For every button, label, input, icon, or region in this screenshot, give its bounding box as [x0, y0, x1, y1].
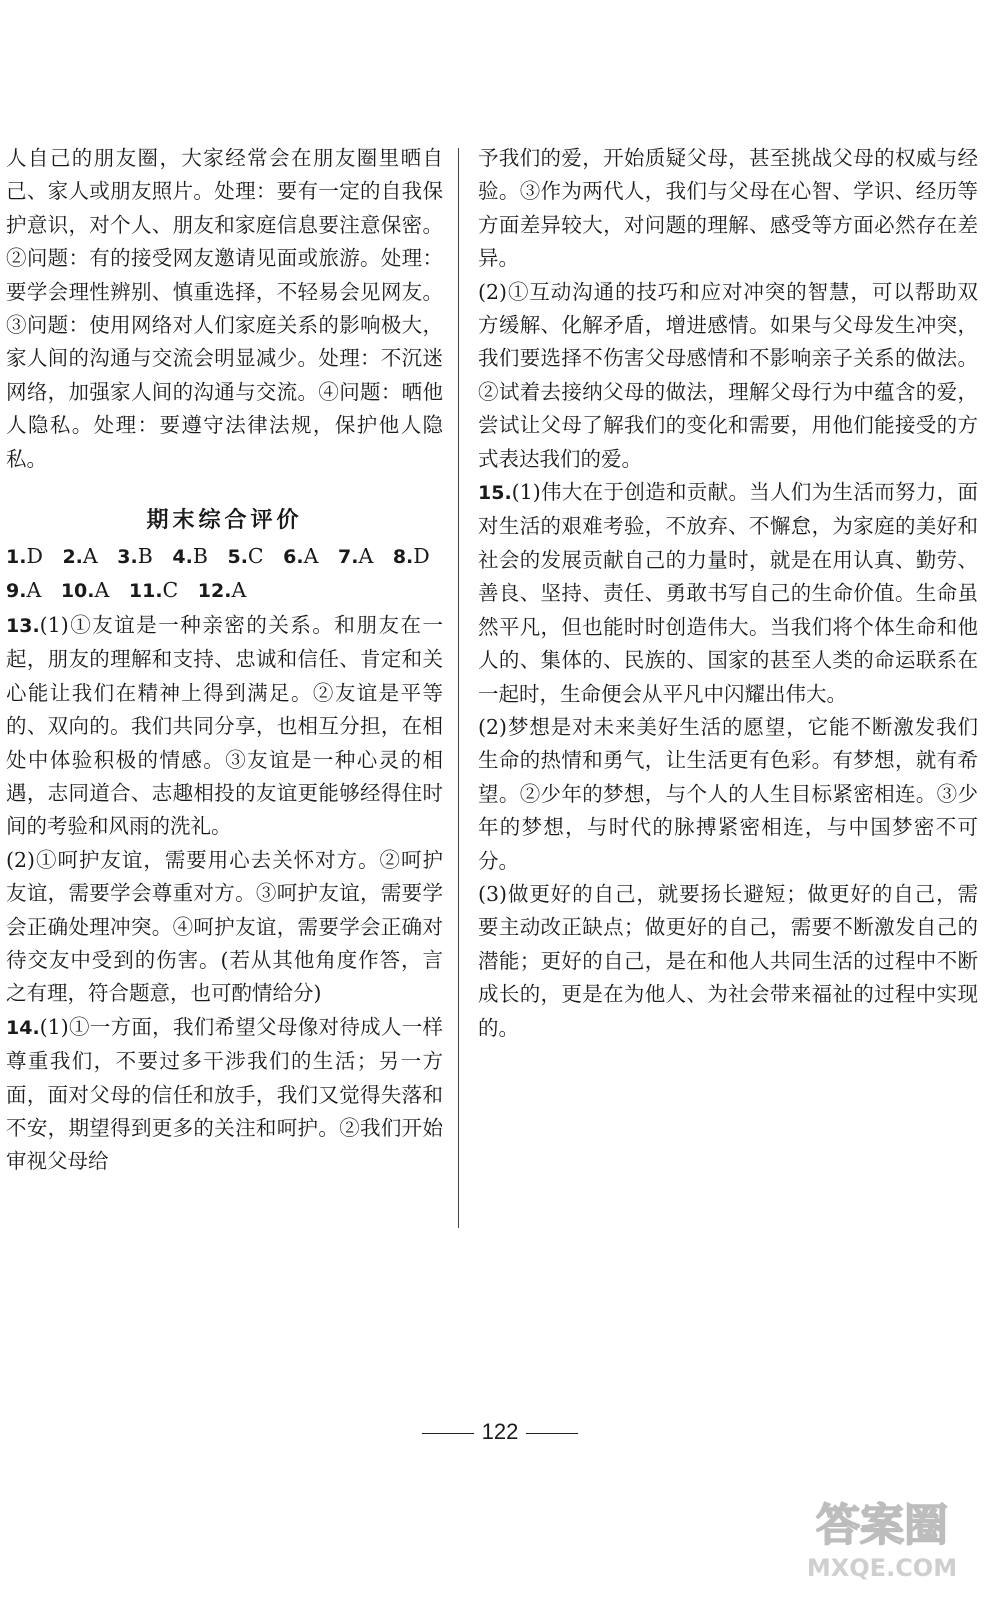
mc-item: 1.D [6, 544, 43, 569]
question-number: 13. [6, 614, 40, 637]
intro-paragraph: 人自己的朋友圈，大家经常会在朋友圈里晒自己、家人或朋友照片。处理：要有一定的自我保护意识，对个人、朋友和家庭信息要注意保密。②问题：有的接受网友邀请见面或旅游。处理：要学会理性辨别、慎重选择，不轻易会见网友。③问题：使用网络对人们家庭关系的影响极大，家人间的沟通与交流会明显减少。处理：不沉迷网络，加强家人间的沟通与交流。④问题：晒他人隐私。处理：要遵守法律法规，保护他人隐私。 [6, 146, 443, 471]
q15-part3: (3)做更好的自己，就要扬长避短；做更好的自己，需要主动改正缺点；做更好的自己，需要不断激发自己的潜能；更好的自己，是在和他人共同生活的过程中不断成长的，更是在为他人、为社会带来福祉的过程中实现的。 [478, 881, 978, 1040]
mc-answers-line-2 [6, 574, 443, 608]
q14-part1-continued: 予我们的爱，开始质疑父母，甚至挑战父母的权威与经验。③作为两代人，我们与父母在心智、学识、经历等方面差异较大，对问题的理解、感受等方面必然存在差异。 [478, 146, 978, 271]
page-number: 122 [0, 1419, 1000, 1445]
section-title: 期末综合评价 [146, 507, 303, 534]
mc-item: 9.A [6, 578, 42, 603]
q14-part1: 14.(1)①一方面，我们希望父母像对待成人一样尊重我们，不要过多干涉我们的生活；另一方面，面对父母的信任和放手，我们又觉得失落和不安，期望得到更多的关注和呵护。②我们开始审视父母给 [6, 1014, 443, 1174]
mc-item: 8.D [392, 544, 430, 569]
mc-item: 4.B [172, 544, 208, 569]
mc-item: 12.A [197, 578, 247, 603]
mc-item: 3.B [117, 544, 153, 569]
page-number-rule-left [422, 1433, 474, 1434]
q13-part1: 13.(1)①友谊是一种亲密的关系。和朋友在一起，朋友的理解和支持、忠诚和信任、肯定和关心能让我们在精神上得到满足。②友谊是平等的、双向的。我们共同分享，也相互分担，在相处中体验积极的情感。③友谊是一种心灵的相遇，志同道合、志趣相投的友谊更能够经得住时间的考验和风雨的洗礼。 [6, 612, 443, 839]
question-number: 15. [478, 482, 512, 505]
q15-part2: (2)梦想是对未来美好生活的愿望，它能不断激发我们生命的热情和勇气，让生活更有色彩。有梦想，就有希望。②少年的梦想，与个人的人生目标紧密相连。③少年的梦想，与时代的脉搏紧密相连，与中国梦密不可分。 [478, 714, 978, 873]
mc-item: 11.C [128, 578, 179, 603]
watermark-main-text: 答案圈 [816, 1500, 948, 1551]
mc-item: 7.A [338, 544, 374, 569]
page-number-rule-right [526, 1433, 578, 1434]
mc-item: 10.A [60, 578, 110, 603]
left-column [6, 142, 443, 1179]
mc-answers-line-1 [6, 540, 443, 574]
q13-part2: (2)①呵护友谊，需要用心去关怀对方。②呵护友谊，需要学会尊重对方。③呵护友谊，需要学会正确处理冲突。④呵护友谊，需要学会正确对待交友中受到的伤害。(若从其他角度作答，言之有理，符合题意，也可酌情给分) [6, 847, 443, 1006]
column-divider [458, 148, 459, 1228]
mc-item: 2.A [62, 544, 98, 569]
watermark-sub-text: MXQE.COM [806, 1554, 958, 1582]
q14-part2: (2)①互动沟通的技巧和应对冲突的智慧，可以帮助双方缓解、化解矛盾，增进感情。如果与父母发生冲突，我们要选择不伤害父母感情和不影响亲子关系的做法。②试着去接纳父母的做法，理解父母行为中蕴含的爱，尝试让父母了解我们的变化和需要，用他们能接受的方式表达我们的爱。 [478, 279, 978, 471]
question-number: 14. [6, 1016, 40, 1039]
q15-part1: 15.(1)伟大在于创造和贡献。当人们为生活而努力，面对生活的艰难考验，不放弃、不懈怠，为家庭的美好和社会的发展贡献自己的力量时，就是在用认真、勤劳、善良、坚持、责任、勇敢书写自己的生命价值。生命虽然平凡，但也能时时创造伟大。当我们将个体生命和他人的、集体的、民族的、国家的甚至人类的命运联系在一起时，生命便会从平凡中闪耀出伟大。 [478, 480, 978, 706]
right-column [478, 142, 978, 1045]
mc-item: 6.A [283, 544, 319, 569]
mc-item: 5.C [227, 544, 264, 569]
watermark-logo [782, 1488, 982, 1588]
